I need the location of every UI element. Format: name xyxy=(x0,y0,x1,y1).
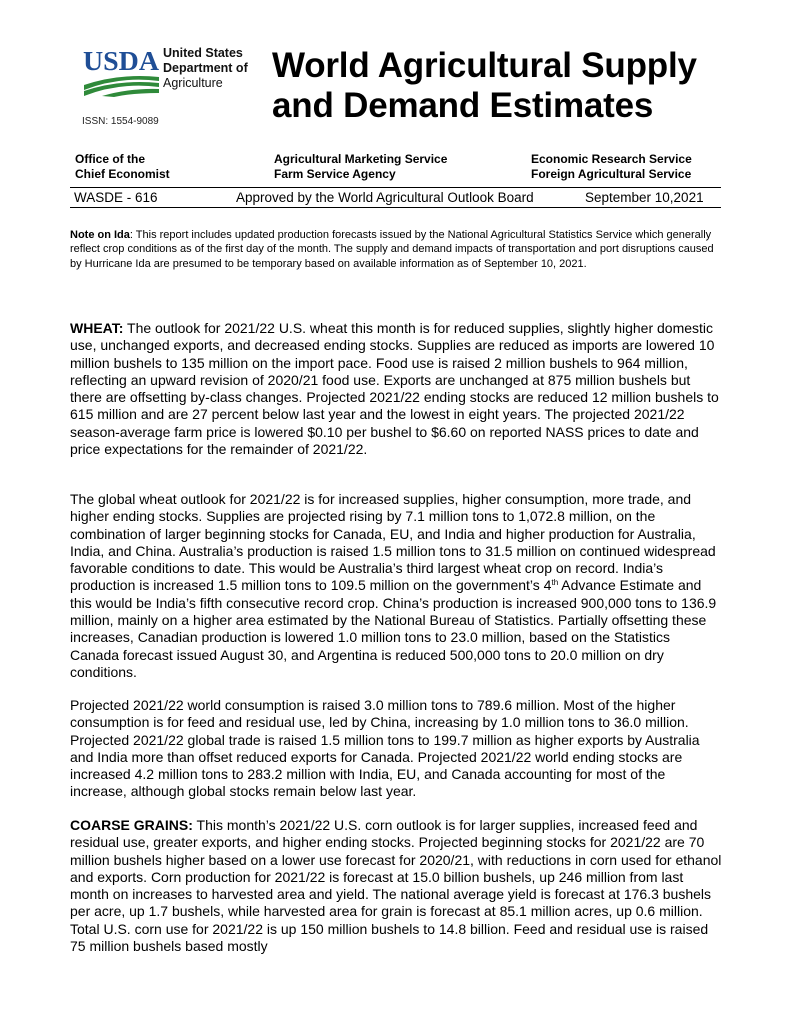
agency-line: Department of xyxy=(163,61,248,75)
divider xyxy=(70,187,721,188)
office-chief-economist xyxy=(75,152,170,182)
office-line: Economic Research Service xyxy=(531,152,692,166)
usda-logo xyxy=(82,45,162,97)
usda-logo-text: USDA xyxy=(83,46,160,76)
section-label-wheat: WHEAT: xyxy=(70,320,124,336)
report-number: WASDE - 616 xyxy=(74,190,158,205)
note-label: Note on Ida xyxy=(70,229,130,241)
office-line: Agricultural Marketing Service xyxy=(274,152,448,166)
office-line: Chief Economist xyxy=(75,167,170,181)
agency-name xyxy=(163,46,248,91)
paragraph-text: This month’s 2021/22 U.S. corn outlook is for larger supplies, increased feed and residual use, greater exports, and higher ending stocks. Projected beginning stocks for 2021/22 are 70 million bushels higher based on a lower use forecast for 2020/21, with reductions in corn used for ethanol and exports. Corn production for 2021/22 is forecast at 15.0 billion bushels, up 246 million from last month on increases to harvested area and yield. The national average yield is forecast at 176.3 bushels per acre, up 1.7 bushels, while harvested area for grain is forecast at 85.1 million acres, up 0.6 million. Total U.S. corn use for 2021/22 is up 150 million bushels to 14.8 billion. Feed and residual use is raised 75 million bushels based mostly xyxy=(70,817,722,955)
superscript: th xyxy=(551,578,559,588)
office-ams-fsa xyxy=(274,152,447,182)
note-on-ida xyxy=(70,228,722,271)
wheat-us-paragraph xyxy=(70,320,722,458)
office-ers-fas xyxy=(531,152,692,182)
section-label-coarse-grains: COARSE GRAINS: xyxy=(70,817,193,833)
title-line: World Agricultural Supply xyxy=(272,46,697,85)
note-text: : This report includes updated production forecasts issued by the National Agricultural Statistics Service which generally reflect crop conditions as of the first day of the month. The supply and demand impacts of transportation and port disruptions caused by Hurricane Ida are presumed to be temporary based on available information as of September 10, 2021. xyxy=(70,229,714,270)
agency-line: United States xyxy=(163,46,243,60)
coarse-grains-paragraph xyxy=(70,817,722,955)
report-date: September 10,2021 xyxy=(585,190,704,205)
wheat-consumption-paragraph: Projected 2021/22 world consumption is raised 3.0 million tons to 789.6 million. Most of the higher consumption is for feed and residual use, led by China, increasing by 1.0 million tons to 36.0 million. Projected 2021/22 global trade is raised 1.5 million tons to 199.7 million as higher exports by Australia and India more than offset reduced exports for Canada. Projected 2021/22 world ending stocks are increased 4.2 million tons to 283.2 million with India, EU, and Canada accounting for most of the increase, although global stocks remain below last year. xyxy=(70,697,700,800)
paragraph-text: The global wheat outlook for 2021/22 is for increased supplies, higher consumption, more trade, and higher ending stocks. Supplies are projected rising by 7.1 million tons to 1,072.8 million, on the combination of larger beginning stocks for Canada, EU, and India and higher production for Australia, India, and China. Australia’s production is raised 1.5 million tons to 31.5 million on continued widespread favorable conditions to date. This would be Australia’s third largest wheat crop on record. India’s production is increased 1.5 million tons to 109.5 million on the government’s 4 xyxy=(70,491,716,594)
approval-line: Approved by the World Agricultural Outlook Board xyxy=(236,190,534,205)
office-line: Farm Service Agency xyxy=(274,167,396,181)
page-title xyxy=(272,46,697,126)
wheat-global-paragraph xyxy=(70,491,722,681)
paragraph-text: Advance Estimate and this would be India’s fifth consecutive record crop. China’s production is increased 900,000 tons to 136.9 million, mainly on a higher area estimated by the National Bureau of Statistics. Partially offsetting these increases, Canadian production is lowered 1.0 million tons to 23.0 million, based on the Statistics Canada forecast issued August 30, and Argentina is reduced 500,000 tons to 20.0 million on dry conditions. xyxy=(70,577,717,680)
office-line: Office of the xyxy=(75,152,146,166)
issn: ISSN: 1554-9089 xyxy=(82,116,159,127)
agency-line: Agriculture xyxy=(163,76,223,90)
office-line: Foreign Agricultural Service xyxy=(531,167,692,181)
divider xyxy=(70,207,721,208)
paragraph-text: The outlook for 2021/22 U.S. wheat this month is for reduced supplies, slightly higher domestic use, unchanged exports, and decreased ending stocks. Supplies are reduced as imports are lowered 10 million bushels to 135 million on the import pace. Food use is raised 2 million bushels to 964 million, reflecting an upward revision of 2020/21 food use. Exports are unchanged at 875 million bushels but there are offsetting by-class changes. Projected 2021/22 ending stocks are reduced 12 million bushels to 615 million and are 27 percent below last year and the lowest in eight years. The projected 2021/22 season-average farm price is lowered $0.10 per bushel to $6.60 on reported NASS prices to date and price expectations for the remainder of 2021/22. xyxy=(70,320,719,458)
title-line: and Demand Estimates xyxy=(272,86,654,125)
